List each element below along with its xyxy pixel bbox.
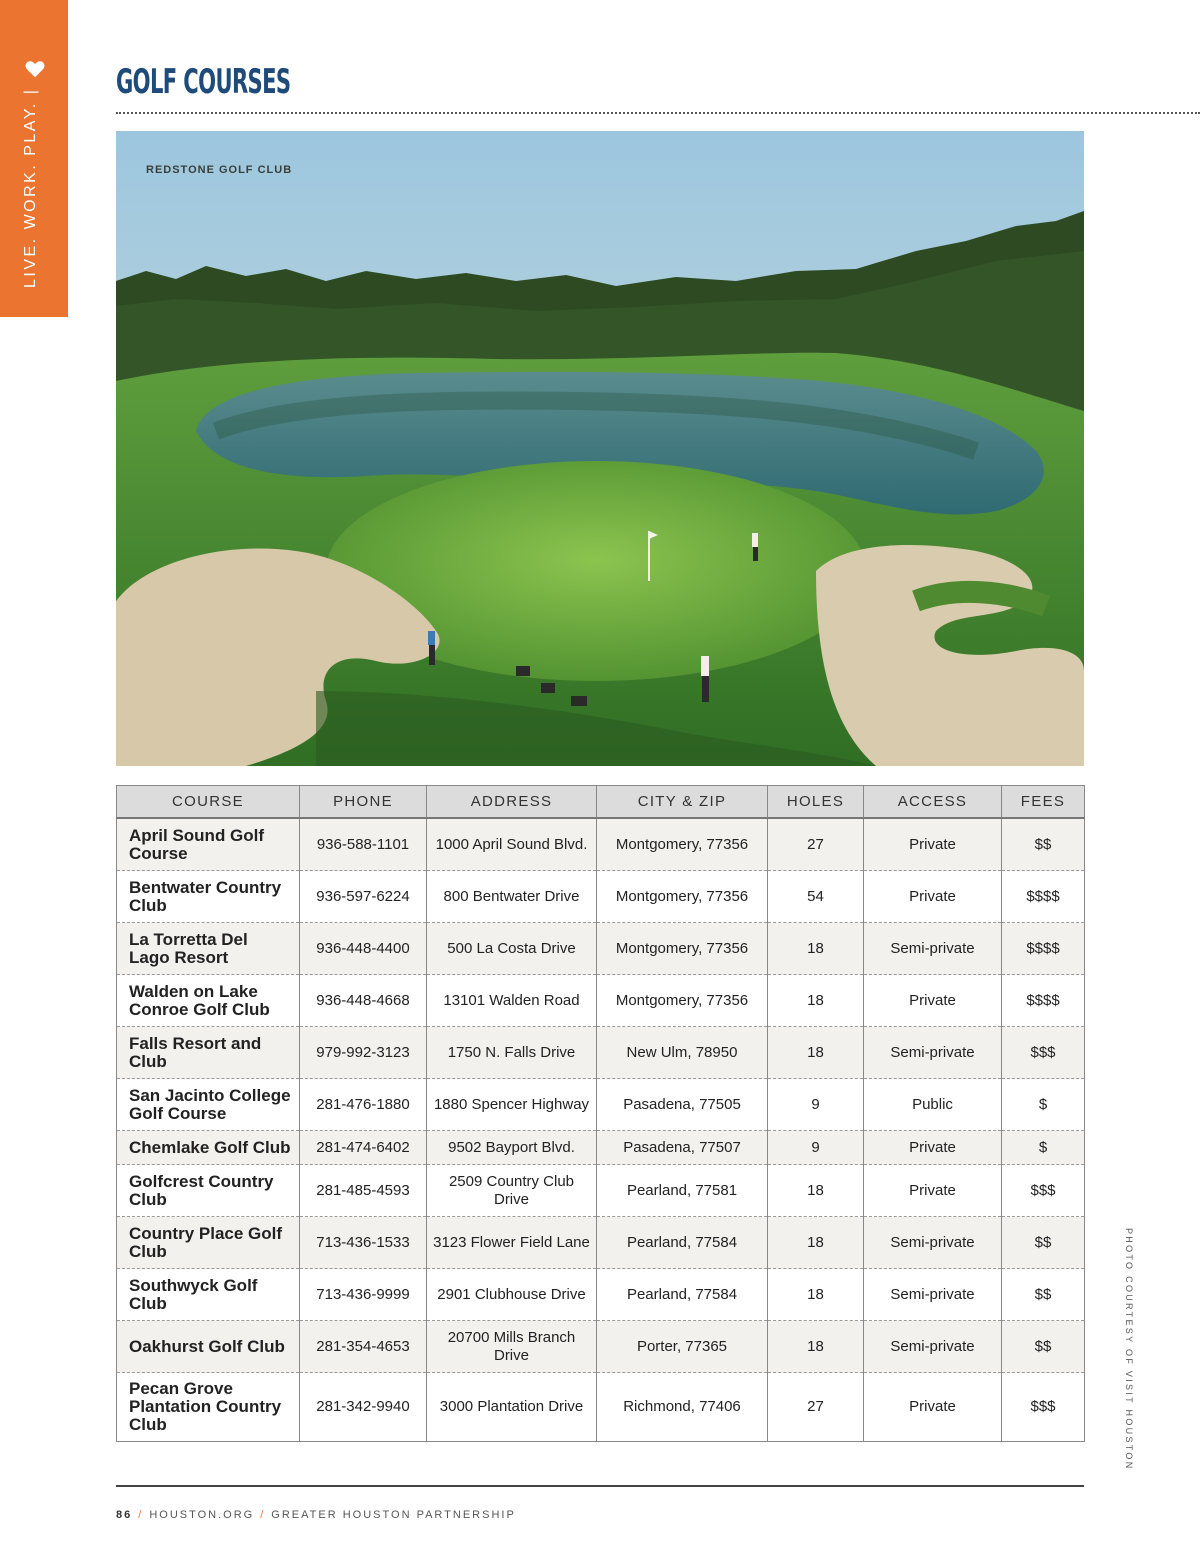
course-access: Private xyxy=(864,1131,1002,1165)
course-holes: 18 xyxy=(768,1165,864,1217)
course-address: 20700 Mills Branch Drive xyxy=(427,1321,597,1373)
course-address: 3000 Plantation Drive xyxy=(427,1373,597,1442)
page-footer xyxy=(116,1509,516,1521)
course-access: Private xyxy=(864,818,1002,871)
photo-caption: REDSTONE GOLF CLUB xyxy=(146,164,293,176)
course-name: Oakhurst Golf Club xyxy=(117,1321,300,1373)
course-city: Montgomery, 77356 xyxy=(597,871,768,923)
course-photo xyxy=(116,131,1084,766)
course-address: 13101 Walden Road xyxy=(427,975,597,1027)
course-holes: 9 xyxy=(768,1131,864,1165)
table-row xyxy=(117,923,1085,975)
course-name: Southwyck Golf Club xyxy=(117,1269,300,1321)
course-city: Pearland, 77584 xyxy=(597,1217,768,1269)
side-tab xyxy=(0,0,68,317)
course-city: Pearland, 77584 xyxy=(597,1269,768,1321)
course-phone: 281-476-1880 xyxy=(300,1079,427,1131)
course-name: Walden on Lake Conroe Golf Club xyxy=(117,975,300,1027)
course-holes: 18 xyxy=(768,1027,864,1079)
header-city-zip: CITY & ZIP xyxy=(597,786,768,819)
course-phone: 713-436-9999 xyxy=(300,1269,427,1321)
course-name: Bentwater Country Club xyxy=(117,871,300,923)
table-row xyxy=(117,1165,1085,1217)
course-holes: 27 xyxy=(768,1373,864,1442)
course-name: April Sound Golf Course xyxy=(117,818,300,871)
course-address: 2901 Clubhouse Drive xyxy=(427,1269,597,1321)
course-access: Semi-private xyxy=(864,1217,1002,1269)
course-access: Public xyxy=(864,1079,1002,1131)
course-holes: 54 xyxy=(768,871,864,923)
page-number: 86 xyxy=(116,1509,133,1521)
course-fees: $$$ xyxy=(1002,1027,1085,1079)
course-phone: 281-485-4593 xyxy=(300,1165,427,1217)
course-fees: $$ xyxy=(1002,1217,1085,1269)
course-fees: $$$ xyxy=(1002,1373,1085,1442)
course-city: Pasadena, 77505 xyxy=(597,1079,768,1131)
course-name: Country Place Golf Club xyxy=(117,1217,300,1269)
course-city: Pearland, 77581 xyxy=(597,1165,768,1217)
course-city: Pasadena, 77507 xyxy=(597,1131,768,1165)
title-divider xyxy=(116,112,1200,114)
course-fees: $$ xyxy=(1002,1321,1085,1373)
course-name: San Jacinto College Golf Course xyxy=(117,1079,300,1131)
table-row xyxy=(117,1079,1085,1131)
course-address: 3123 Flower Field Lane xyxy=(427,1217,597,1269)
table-row xyxy=(117,975,1085,1027)
course-holes: 18 xyxy=(768,923,864,975)
sidebar-tagline: LIVE. WORK. PLAY. | xyxy=(22,87,39,288)
course-phone: 936-448-4400 xyxy=(300,923,427,975)
photo-credit: PHOTO COURTESY OF VISIT HOUSTON xyxy=(1124,1228,1134,1471)
header-fees: FEES xyxy=(1002,786,1085,819)
course-holes: 27 xyxy=(768,818,864,871)
course-address: 500 La Costa Drive xyxy=(427,923,597,975)
header-holes: HOLES xyxy=(768,786,864,819)
course-phone: 936-588-1101 xyxy=(300,818,427,871)
course-access: Private xyxy=(864,871,1002,923)
course-fees: $$ xyxy=(1002,1269,1085,1321)
course-fees: $$$$ xyxy=(1002,923,1085,975)
course-fees: $ xyxy=(1002,1131,1085,1165)
course-holes: 18 xyxy=(768,1321,864,1373)
course-city: Montgomery, 77356 xyxy=(597,818,768,871)
course-holes: 9 xyxy=(768,1079,864,1131)
table-row xyxy=(117,1131,1085,1165)
table-header-row xyxy=(117,786,1085,819)
course-name: La Torretta Del Lago Resort xyxy=(117,923,300,975)
course-name: Chemlake Golf Club xyxy=(117,1131,300,1165)
course-address: 1000 April Sound Blvd. xyxy=(427,818,597,871)
page-title: GOLF COURSES xyxy=(116,62,291,102)
course-address: 800 Bentwater Drive xyxy=(427,871,597,923)
course-fees: $$$$ xyxy=(1002,871,1085,923)
course-access: Semi-private xyxy=(864,923,1002,975)
course-name: Falls Resort and Club xyxy=(117,1027,300,1079)
course-name: Golfcrest Country Club xyxy=(117,1165,300,1217)
table-row xyxy=(117,1269,1085,1321)
course-access: Semi-private xyxy=(864,1027,1002,1079)
table-row xyxy=(117,818,1085,871)
course-address: 1750 N. Falls Drive xyxy=(427,1027,597,1079)
course-fees: $$ xyxy=(1002,818,1085,871)
course-fees: $$$ xyxy=(1002,1165,1085,1217)
course-access: Semi-private xyxy=(864,1321,1002,1373)
course-holes: 18 xyxy=(768,1217,864,1269)
course-access: Semi-private xyxy=(864,1269,1002,1321)
course-city: New Ulm, 78950 xyxy=(597,1027,768,1079)
header-address: ADDRESS xyxy=(427,786,597,819)
course-city: Montgomery, 77356 xyxy=(597,975,768,1027)
course-access: Private xyxy=(864,1373,1002,1442)
course-holes: 18 xyxy=(768,975,864,1027)
course-city: Montgomery, 77356 xyxy=(597,923,768,975)
course-phone: 713-436-1533 xyxy=(300,1217,427,1269)
table-row xyxy=(117,871,1085,923)
course-address: 1880 Spencer Highway xyxy=(427,1079,597,1131)
course-city: Richmond, 77406 xyxy=(597,1373,768,1442)
header-phone: PHONE xyxy=(300,786,427,819)
course-address: 9502 Bayport Blvd. xyxy=(427,1131,597,1165)
course-fees: $ xyxy=(1002,1079,1085,1131)
course-phone: 281-474-6402 xyxy=(300,1131,427,1165)
golf-courses-table xyxy=(116,785,1085,1442)
golf-course-illustration xyxy=(116,131,1084,766)
footer-org: GREATER HOUSTON PARTNERSHIP xyxy=(271,1509,516,1521)
course-access: Private xyxy=(864,1165,1002,1217)
header-course: COURSE xyxy=(117,786,300,819)
footer-divider xyxy=(116,1485,1084,1487)
course-phone: 979-992-3123 xyxy=(300,1027,427,1079)
heart-icon xyxy=(24,58,46,80)
course-city: Porter, 77365 xyxy=(597,1321,768,1373)
course-phone: 936-597-6224 xyxy=(300,871,427,923)
table-row xyxy=(117,1373,1085,1442)
course-fees: $$$$ xyxy=(1002,975,1085,1027)
footer-separator: / xyxy=(260,1509,266,1521)
course-address: 2509 Country Club Drive xyxy=(427,1165,597,1217)
table-row xyxy=(117,1027,1085,1079)
course-holes: 18 xyxy=(768,1269,864,1321)
course-phone: 281-342-9940 xyxy=(300,1373,427,1442)
footer-site: HOUSTON.ORG xyxy=(149,1509,255,1521)
footer-separator: / xyxy=(138,1509,144,1521)
table-row xyxy=(117,1217,1085,1269)
course-phone: 936-448-4668 xyxy=(300,975,427,1027)
course-name: Pecan Grove Plantation Country Club xyxy=(117,1373,300,1442)
course-access: Private xyxy=(864,975,1002,1027)
table-row xyxy=(117,1321,1085,1373)
course-phone: 281-354-4653 xyxy=(300,1321,427,1373)
header-access: ACCESS xyxy=(864,786,1002,819)
